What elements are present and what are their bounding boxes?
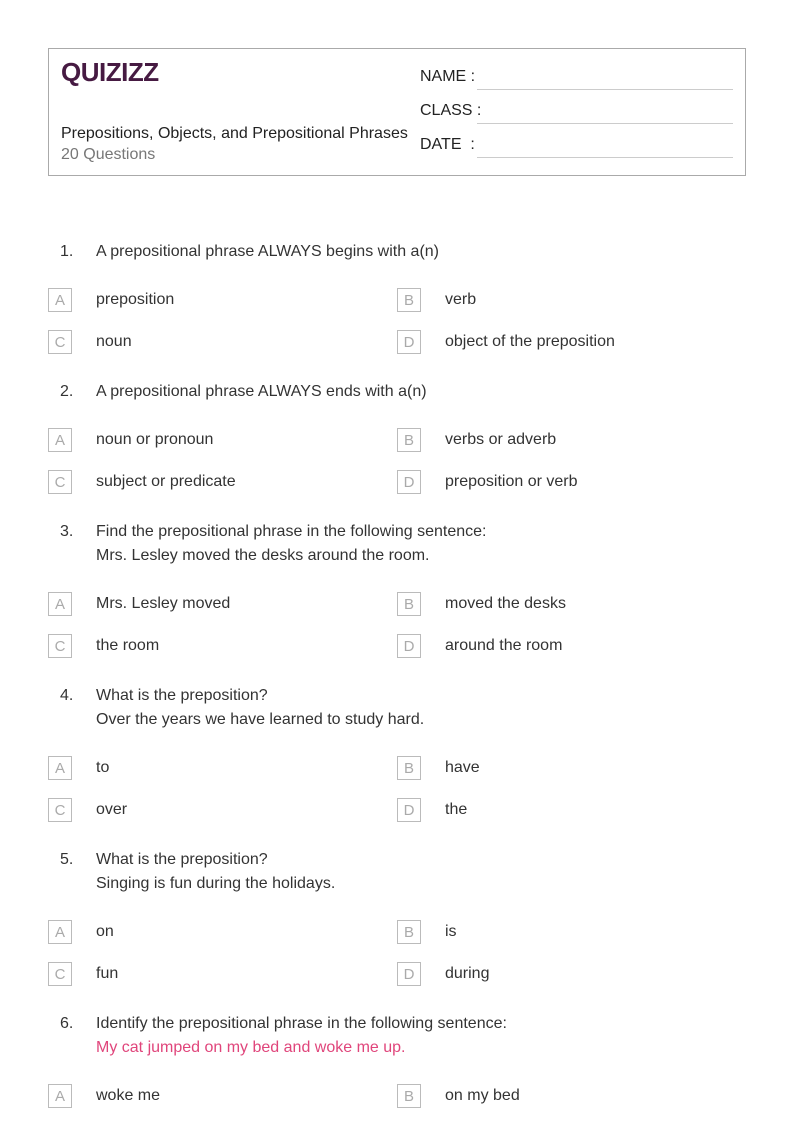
question-number: 1. [60,243,74,260]
question-count: 20 Questions [61,146,156,163]
option-text: during [445,965,490,982]
question-number: 2. [60,383,74,400]
name-field[interactable] [477,89,733,90]
option-letter-box: C [48,798,72,822]
option-text: is [445,923,457,940]
answer-option[interactable] [397,321,746,363]
question-text: What is the preposition? [96,851,268,868]
question [48,1012,748,1117]
answer-option[interactable] [48,953,397,995]
option-text: verb [445,291,477,308]
option-text: noun [96,333,132,350]
option-text: verbs or adverb [445,431,557,448]
answer-option[interactable] [48,789,397,831]
worksheet-title: Prepositions, Objects, and Prepositional Phrases [61,125,408,142]
option-letter-box: B [397,756,421,780]
option-letter-box: A [48,1084,72,1108]
option-letter-box: D [397,330,421,354]
question-number: 5. [60,851,74,868]
date-field[interactable] [477,157,733,158]
option-text: preposition or verb [445,473,578,490]
option-text: the room [96,637,160,654]
option-letter-box: B [397,920,421,944]
answer-option[interactable] [48,911,397,953]
option-letter-box: D [397,634,421,658]
option-letter-box: C [48,470,72,494]
question [48,848,748,995]
answer-option[interactable] [397,583,746,625]
option-text: to [96,759,110,776]
question-text: A prepositional phrase ALWAYS begins with a(n) [96,243,439,260]
option-letter-box: C [48,634,72,658]
option-letter-box: B [397,1084,421,1108]
question-text: Over the years we have learned to study hard. [96,711,425,728]
option-text: woke me [96,1087,161,1104]
question-text: Identify the prepositional phrase in the following sentence: [96,1015,507,1032]
option-letter-box: D [397,962,421,986]
answer-option[interactable] [397,747,746,789]
answer-option[interactable] [397,911,746,953]
answer-option[interactable] [48,419,397,461]
quizizz-logo: QUIZIZZ [61,57,159,87]
date-label: DATE : [420,136,475,153]
answer-option[interactable] [397,789,746,831]
question-text: Singing is fun during the holidays. [96,875,336,892]
answer-option[interactable] [48,583,397,625]
option-letter-box: A [48,592,72,616]
question [48,520,748,667]
answer-option[interactable] [397,461,746,503]
option-text: preposition [96,291,175,308]
option-letter-box: A [48,288,72,312]
question-text: Find the prepositional phrase in the following sentence: [96,523,487,540]
question-text: Mrs. Lesley moved the desks around the room. [96,547,430,564]
question-number: 4. [60,687,74,704]
option-letter-box: B [397,288,421,312]
option-letter-box: B [397,592,421,616]
worksheet-header [48,48,746,176]
class-field[interactable] [477,123,733,124]
option-letter-box: C [48,962,72,986]
answer-option[interactable] [48,1075,397,1117]
answer-option[interactable] [48,747,397,789]
option-letter-box: B [397,428,421,452]
question-number: 3. [60,523,74,540]
question-number: 6. [60,1015,74,1032]
answer-option[interactable] [48,321,397,363]
option-text: have [445,759,480,776]
question-text: My cat jumped on my bed and woke me up. [96,1039,406,1056]
option-letter-box: A [48,920,72,944]
question-text: What is the preposition? [96,687,268,704]
option-text: on my bed [445,1087,520,1104]
option-text: the [445,801,468,818]
option-letter-box: A [48,756,72,780]
option-text: Mrs. Lesley moved [96,595,231,612]
option-text: moved the desks [445,595,566,612]
answer-option[interactable] [397,625,746,667]
answer-option[interactable] [48,461,397,503]
answer-option[interactable] [48,625,397,667]
option-letter-box: A [48,428,72,452]
option-text: object of the preposition [445,333,615,350]
question [48,380,748,503]
option-text: over [96,801,128,818]
answer-option[interactable] [397,1075,746,1117]
option-letter-box: C [48,330,72,354]
option-text: on [96,923,114,940]
option-text: fun [96,965,119,982]
option-text: noun or pronoun [96,431,214,448]
question [48,684,748,831]
question [48,240,748,363]
name-label: NAME : [420,68,476,85]
option-text: subject or predicate [96,473,236,490]
question-text: A prepositional phrase ALWAYS ends with a(n) [96,383,427,400]
option-letter-box: D [397,798,421,822]
answer-option[interactable] [397,953,746,995]
answer-option[interactable] [48,279,397,321]
option-text: around the room [445,637,563,654]
answer-option[interactable] [397,279,746,321]
answer-option[interactable] [397,419,746,461]
option-letter-box: D [397,470,421,494]
class-label: CLASS : [420,102,482,119]
question-list [48,240,748,1134]
